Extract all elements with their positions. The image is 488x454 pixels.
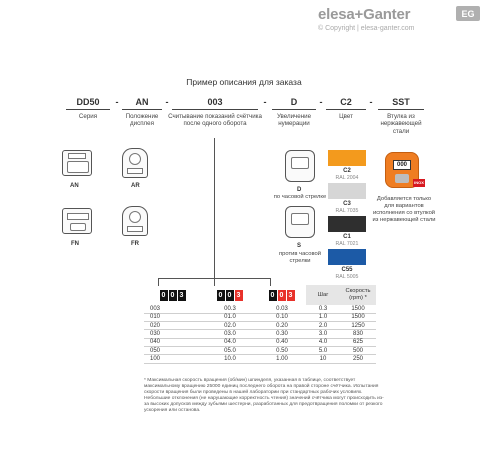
table-cell: 0.20 [258, 322, 306, 330]
brand-right: Ganter [363, 6, 411, 23]
table-cell: 0.03 [258, 305, 306, 313]
display-digits: 0 0 3 [269, 290, 296, 301]
label-clockwise: по часовой стрелке [273, 194, 327, 200]
color-swatch-c55 [328, 249, 366, 265]
display-digits: 0 0 3 [217, 290, 244, 301]
label-ar: AR [131, 183, 140, 189]
table-cell: 1.00 [258, 355, 306, 363]
inox-badge: INOX [414, 180, 424, 185]
table-cell: 04.0 [202, 338, 258, 346]
color-swatch-c2 [328, 150, 366, 166]
desc-reading: Считывание показаний счётчика после одного оборота [168, 113, 262, 128]
sst-note: Добавляется только для вариантов исполнения со втулкой из нержавеющей стали [372, 196, 436, 223]
device-sketch-d [285, 150, 315, 182]
code-sep-5: - [369, 97, 373, 107]
table-row [144, 330, 376, 338]
table-row [144, 322, 376, 330]
header-display-1 [144, 285, 202, 305]
color-swatch-c3 [328, 183, 366, 199]
label-fr: FR [131, 241, 139, 247]
code-underline [272, 109, 316, 110]
device-sketch-ar [122, 148, 148, 178]
table-cell: 0.40 [258, 338, 306, 346]
table-cell: 1500 [340, 305, 376, 313]
code-underline [66, 109, 110, 110]
color-ral-c1: RAL 7021 [335, 241, 359, 247]
copyright: © Copyright | elesa-ganter.com [318, 25, 415, 32]
table-header-row [144, 285, 376, 305]
code-underline [122, 109, 162, 110]
device-sketch-fn [62, 208, 92, 234]
table-cell: 0.50 [258, 346, 306, 354]
table-cell: 4.0 [306, 338, 340, 346]
header-speed: Скорость (rpm) * [340, 285, 376, 305]
code-underline [378, 109, 424, 110]
color-ral-c2: RAL 2004 [335, 175, 359, 181]
desc-position: Положение дисплея [125, 113, 159, 128]
table-cell: 00.3 [202, 305, 258, 313]
brand-left: elesa [318, 6, 355, 23]
code-sst: SST [392, 97, 410, 107]
brand-logo [318, 6, 410, 23]
bracket-line [214, 138, 215, 278]
code-position: AN [135, 97, 149, 107]
table-cell: 10.0 [202, 355, 258, 363]
table-cell: 0.30 [258, 330, 306, 338]
table-cell: 050 [144, 346, 202, 354]
table-cell: 625 [340, 338, 376, 346]
table-row [144, 313, 376, 321]
table-cell: 1250 [340, 322, 376, 330]
table-cell: 02.0 [202, 322, 258, 330]
table-cell: 1500 [340, 313, 376, 321]
table-cell: 01.0 [202, 313, 258, 321]
table-cell: 020 [144, 322, 202, 330]
table-cell: 3.0 [306, 330, 340, 338]
table-cell: 5.0 [306, 346, 340, 354]
code-direction: D [290, 97, 298, 107]
code-series: DD50 [76, 97, 100, 107]
color-code-c2: C2 [343, 168, 351, 174]
table-cell: 1.0 [306, 313, 340, 321]
table-cell: 003 [144, 305, 202, 313]
table-cell: 100 [144, 355, 202, 363]
display-digits: 0 0 3 [160, 290, 187, 301]
footnote: * Максимальная скорость вращения (об/мин) шпинделя, указанная в таблице, соответствует максимальному вращению 25000 единиц последнего оборота на правой стороне счётчика. Испытания скорости вращения были проведены в нашей лаборатории при стандартных рабочих условиях. Небольшие отклонения (не нарушающие корректность чтения) значений счётчика могут происходить из-за высоких допусков между зубьями шестерни, разработанных для предотвращения поломки от резкого ускорения или останова. [144, 378, 384, 413]
code-underline [326, 109, 366, 110]
header-step: Шаг [306, 285, 340, 305]
color-ral-c3: RAL 7035 [335, 208, 359, 214]
table-cell: 2.0 [306, 322, 340, 330]
label-counterclockwise: против часовой стрелки [279, 251, 321, 264]
code-sep-4: - [319, 97, 323, 107]
desc-color: Цвет [339, 113, 353, 120]
brand-badge: EG [456, 6, 480, 21]
table-cell: 250 [340, 355, 376, 363]
device-sketch-an [62, 150, 92, 176]
table-row [144, 355, 376, 363]
sst-product-image: 000 INOX [381, 150, 425, 192]
table-cell: 030 [144, 330, 202, 338]
header-display-2 [202, 285, 258, 305]
header-display-3 [258, 285, 306, 305]
table-cell: 10 [306, 355, 340, 363]
color-swatch-c1 [328, 216, 366, 232]
color-code-c1: C1 [343, 234, 351, 240]
table-cell: 010 [144, 313, 202, 321]
label-fn: FN [71, 241, 79, 247]
label-direction-d: D [297, 187, 302, 193]
table-cell: 0.3 [306, 305, 340, 313]
device-sketch-fr [122, 206, 148, 236]
spec-table [144, 285, 376, 364]
table-cell: 03.0 [202, 330, 258, 338]
table-row [144, 338, 376, 346]
color-code-c55: C55 [341, 267, 353, 273]
code-reading: 003 [207, 97, 223, 107]
page-title: Пример описания для заказа [186, 77, 302, 87]
brand-plus: + [354, 6, 364, 23]
table-cell: 05.0 [202, 346, 258, 354]
desc-series: Серия [78, 113, 98, 120]
table-cell: 0.10 [258, 313, 306, 321]
label-an: AN [70, 183, 79, 189]
code-underline [172, 109, 258, 110]
table-cell: 830 [340, 330, 376, 338]
desc-direction: Увеличение нумерации [276, 113, 312, 128]
code-sep-1: - [115, 97, 119, 107]
table-cell: 500 [340, 346, 376, 354]
code-color: C2 [340, 97, 352, 107]
color-ral-c55: RAL 5005 [335, 274, 359, 280]
table-row [144, 305, 376, 313]
table-cell: 040 [144, 338, 202, 346]
code-sep-2: - [165, 97, 169, 107]
desc-sst: Втулка из нержавеющей стали [380, 113, 422, 135]
color-code-c3: C3 [343, 201, 351, 207]
code-sep-3: - [263, 97, 267, 107]
device-sketch-s [285, 206, 315, 238]
table-row [144, 346, 376, 354]
label-direction-s: S [297, 243, 302, 249]
